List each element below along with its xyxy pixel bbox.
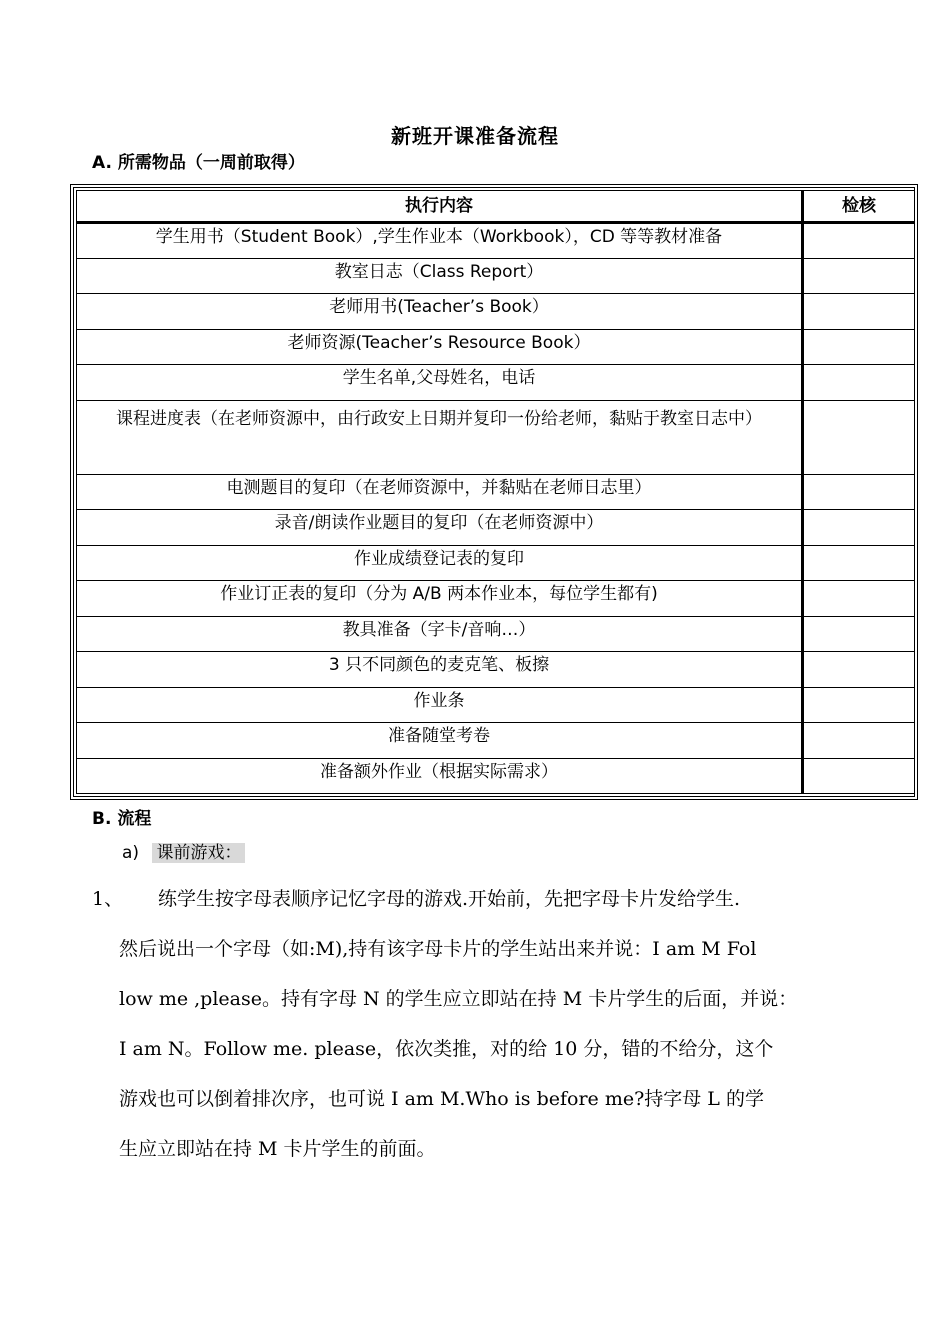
table-row: [77, 758, 915, 794]
row-content: 准备额外作业（根据实际需求）: [77, 758, 803, 794]
subsection-a-label: 课前游戏：: [152, 843, 245, 863]
table-row: [77, 223, 915, 259]
paragraph-line: 然后说出一个字母（如:M),持有该字母卡片的学生站出来并说：I am M Fol: [119, 938, 757, 960]
table-row: [77, 329, 915, 365]
table-row: [77, 723, 915, 759]
row-content: 老师用书(Teacher’s Book）: [77, 294, 803, 330]
section-a-heading: A. 所需物品（一周前取得）: [92, 153, 305, 173]
paragraph-first-line: [92, 874, 872, 924]
row-content: 录音/朗读作业题目的复印（在老师资源中）: [77, 510, 803, 546]
table-row: [77, 294, 915, 330]
row-content: 电测题目的复印（在老师资源中，并黏贴在老师日志里）: [77, 474, 803, 510]
checklist-table-frame: [70, 184, 918, 800]
row-check-cell: [803, 758, 915, 794]
row-content: 作业成绩登记表的复印: [77, 545, 803, 581]
row-check-cell: [803, 510, 915, 546]
section-b-heading: B. 流程: [92, 809, 152, 829]
table-row: [77, 616, 915, 652]
paragraph-line: I am N。Follow me. please，依次类推，对的给 10 分，错的不给分，这个: [119, 1038, 774, 1060]
row-content: 学生用书（Student Book）,学生作业本（Workbook），CD 等等教材准备: [77, 223, 803, 259]
table-row: [77, 652, 915, 688]
checklist-table: [76, 190, 915, 794]
table-row: [77, 510, 915, 546]
table-row: [77, 365, 915, 401]
paragraph-line: low me ,please。持有字母 N 的学生应立即站在持 M 卡片学生的后面，并说：: [119, 988, 798, 1010]
row-content: 教室日志（Class Report）: [77, 258, 803, 294]
row-content: 课程进度表（在老师资源中，由行政安上日期并复印一份给老师，黏贴于教室日志中）: [77, 400, 803, 474]
subsection-a: [122, 838, 245, 863]
row-check-cell: [803, 581, 915, 617]
row-check-cell: [803, 400, 915, 474]
column-header-check: 检核: [803, 191, 915, 223]
paragraph-line: 练学生按字母表顺序记忆字母的游戏.开始前，先把字母卡片发给学生.: [158, 888, 741, 910]
table-row: [77, 258, 915, 294]
row-check-cell: [803, 474, 915, 510]
row-check-cell: [803, 687, 915, 723]
table-row: [77, 581, 915, 617]
row-check-cell: [803, 365, 915, 401]
table-row: [77, 400, 915, 474]
row-content: 准备随堂考卷: [77, 723, 803, 759]
table-header-row: [77, 191, 915, 223]
subsection-a-marker: a): [122, 843, 140, 863]
row-check-cell: [803, 258, 915, 294]
paragraph-number: 1、: [92, 888, 124, 910]
row-check-cell: [803, 329, 915, 365]
row-check-cell: [803, 652, 915, 688]
paragraph-line: 游戏也可以倒着排次序，也可说 I am M.Who is before me?持字母 L 的学: [119, 1088, 764, 1110]
table-row: [77, 474, 915, 510]
row-check-cell: [803, 616, 915, 652]
row-content: 老师资源(Teacher’s Resource Book）: [77, 329, 803, 365]
table-row: [77, 687, 915, 723]
row-check-cell: [803, 223, 915, 259]
row-content: 3 只不同颜色的麦克笔、板擦: [77, 652, 803, 688]
row-content: 学生名单,父母姓名，电话: [77, 365, 803, 401]
paragraph-line: 生应立即站在持 M 卡片学生的前面。: [119, 1138, 436, 1160]
row-content: 作业订正表的复印（分为 A/B 两本作业本，每位学生都有): [77, 581, 803, 617]
table-row: [77, 545, 915, 581]
page-title: 新班开课准备流程: [391, 124, 559, 148]
row-check-cell: [803, 545, 915, 581]
row-content: 教具准备（字卡/音响…）: [77, 616, 803, 652]
row-check-cell: [803, 294, 915, 330]
column-header-content: 执行内容: [77, 191, 803, 223]
row-content: 作业条: [77, 687, 803, 723]
row-check-cell: [803, 723, 915, 759]
game-description: [92, 874, 872, 1174]
